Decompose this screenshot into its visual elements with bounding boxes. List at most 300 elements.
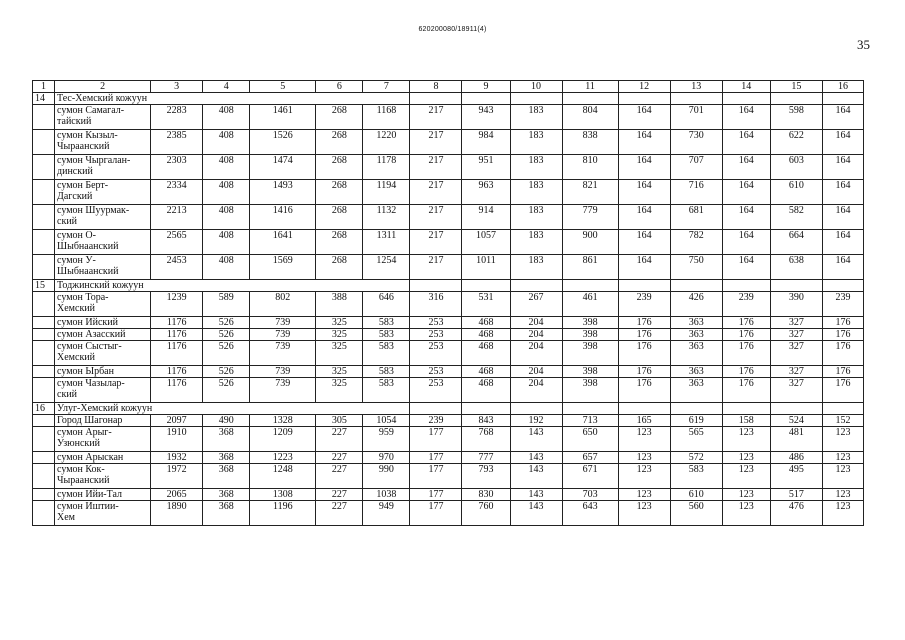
empty-cell bbox=[510, 93, 562, 105]
value-cell: 176 bbox=[618, 366, 670, 378]
value-cell: 217 bbox=[410, 205, 462, 230]
value-cell: 363 bbox=[670, 329, 722, 341]
value-cell: 1220 bbox=[363, 130, 410, 155]
value-cell: 793 bbox=[462, 464, 510, 489]
value-cell: 325 bbox=[316, 341, 363, 366]
value-cell: 526 bbox=[203, 341, 250, 366]
column-header: 8 bbox=[410, 81, 462, 93]
empty-cell bbox=[670, 280, 722, 292]
column-header: 2 bbox=[55, 81, 151, 93]
table-row bbox=[33, 255, 864, 280]
value-cell: 408 bbox=[203, 205, 250, 230]
value-cell: 2213 bbox=[151, 205, 203, 230]
municipality-name: сумон Сыстыг- Хемский bbox=[55, 341, 151, 366]
empty-cell bbox=[33, 378, 55, 403]
value-cell: 900 bbox=[562, 230, 618, 255]
empty-cell bbox=[462, 403, 510, 415]
value-cell: 176 bbox=[618, 317, 670, 329]
value-cell: 123 bbox=[822, 427, 863, 452]
value-cell: 1972 bbox=[151, 464, 203, 489]
value-cell: 1176 bbox=[151, 378, 203, 403]
value-cell: 176 bbox=[722, 329, 770, 341]
value-cell: 183 bbox=[510, 130, 562, 155]
value-cell: 123 bbox=[618, 452, 670, 464]
value-cell: 123 bbox=[822, 501, 863, 526]
value-cell: 267 bbox=[510, 292, 562, 317]
value-cell: 325 bbox=[316, 366, 363, 378]
value-cell: 739 bbox=[250, 329, 316, 341]
column-header: 6 bbox=[316, 81, 363, 93]
value-cell: 368 bbox=[203, 427, 250, 452]
empty-cell bbox=[410, 403, 462, 415]
value-cell: 239 bbox=[722, 292, 770, 317]
value-cell: 227 bbox=[316, 489, 363, 501]
header-row bbox=[33, 81, 864, 93]
value-cell: 398 bbox=[562, 378, 618, 403]
data-table bbox=[32, 80, 864, 526]
value-cell: 183 bbox=[510, 230, 562, 255]
value-cell: 914 bbox=[462, 205, 510, 230]
empty-cell bbox=[33, 180, 55, 205]
value-cell: 268 bbox=[316, 130, 363, 155]
value-cell: 164 bbox=[822, 130, 863, 155]
value-cell: 1311 bbox=[363, 230, 410, 255]
value-cell: 408 bbox=[203, 155, 250, 180]
table-row bbox=[33, 452, 864, 464]
document-id: 620200080/18911(4) bbox=[418, 26, 487, 33]
value-cell: 192 bbox=[510, 415, 562, 427]
section-title: Тес-Хемский кожуун bbox=[55, 93, 410, 105]
table-row bbox=[33, 180, 864, 205]
value-cell: 204 bbox=[510, 366, 562, 378]
value-cell: 368 bbox=[203, 464, 250, 489]
value-cell: 707 bbox=[670, 155, 722, 180]
value-cell: 239 bbox=[618, 292, 670, 317]
value-cell: 565 bbox=[670, 427, 722, 452]
value-cell: 1890 bbox=[151, 501, 203, 526]
value-cell: 176 bbox=[822, 378, 863, 403]
value-cell: 368 bbox=[203, 489, 250, 501]
value-cell: 325 bbox=[316, 329, 363, 341]
municipality-name: сумон Шуурмак- ский bbox=[55, 205, 151, 230]
value-cell: 2283 bbox=[151, 105, 203, 130]
value-cell: 253 bbox=[410, 366, 462, 378]
value-cell: 176 bbox=[822, 366, 863, 378]
column-header: 1 bbox=[33, 81, 55, 93]
value-cell: 183 bbox=[510, 180, 562, 205]
value-cell: 490 bbox=[203, 415, 250, 427]
value-cell: 164 bbox=[822, 230, 863, 255]
value-cell: 583 bbox=[363, 317, 410, 329]
table-row bbox=[33, 378, 864, 403]
value-cell: 468 bbox=[462, 378, 510, 403]
value-cell: 730 bbox=[670, 130, 722, 155]
empty-cell bbox=[33, 105, 55, 130]
table-row bbox=[33, 155, 864, 180]
value-cell: 123 bbox=[822, 452, 863, 464]
value-cell: 164 bbox=[822, 255, 863, 280]
value-cell: 363 bbox=[670, 378, 722, 403]
table-row bbox=[33, 317, 864, 329]
section-number: 16 bbox=[33, 403, 55, 415]
empty-cell bbox=[33, 155, 55, 180]
value-cell: 531 bbox=[462, 292, 510, 317]
value-cell: 970 bbox=[363, 452, 410, 464]
value-cell: 408 bbox=[203, 105, 250, 130]
value-cell: 164 bbox=[722, 130, 770, 155]
value-cell: 408 bbox=[203, 180, 250, 205]
empty-cell bbox=[33, 130, 55, 155]
value-cell: 239 bbox=[822, 292, 863, 317]
empty-cell bbox=[33, 415, 55, 427]
value-cell: 390 bbox=[770, 292, 822, 317]
empty-cell bbox=[562, 403, 618, 415]
value-cell: 1254 bbox=[363, 255, 410, 280]
section-row bbox=[33, 93, 864, 105]
value-cell: 123 bbox=[722, 501, 770, 526]
municipality-name: сумон Кок- Чыраанский bbox=[55, 464, 151, 489]
value-cell: 2303 bbox=[151, 155, 203, 180]
empty-cell bbox=[770, 93, 822, 105]
empty-cell bbox=[33, 501, 55, 526]
value-cell: 984 bbox=[462, 130, 510, 155]
empty-cell bbox=[33, 292, 55, 317]
value-cell: 701 bbox=[670, 105, 722, 130]
value-cell: 610 bbox=[770, 180, 822, 205]
municipality-name: сумон Чыргалан- динский bbox=[55, 155, 151, 180]
value-cell: 1569 bbox=[250, 255, 316, 280]
municipality-name: сумон Арыг- Узюнский bbox=[55, 427, 151, 452]
value-cell: 164 bbox=[822, 180, 863, 205]
value-cell: 183 bbox=[510, 155, 562, 180]
value-cell: 176 bbox=[618, 378, 670, 403]
value-cell: 143 bbox=[510, 452, 562, 464]
value-cell: 204 bbox=[510, 329, 562, 341]
column-header: 11 bbox=[562, 81, 618, 93]
column-header: 13 bbox=[670, 81, 722, 93]
value-cell: 176 bbox=[618, 329, 670, 341]
value-cell: 619 bbox=[670, 415, 722, 427]
value-cell: 183 bbox=[510, 255, 562, 280]
value-cell: 164 bbox=[618, 130, 670, 155]
value-cell: 1168 bbox=[363, 105, 410, 130]
value-cell: 123 bbox=[722, 464, 770, 489]
municipality-name: сумон Берт- Дагский bbox=[55, 180, 151, 205]
table-row bbox=[33, 415, 864, 427]
value-cell: 1011 bbox=[462, 255, 510, 280]
value-cell: 164 bbox=[618, 205, 670, 230]
value-cell: 713 bbox=[562, 415, 618, 427]
value-cell: 176 bbox=[822, 329, 863, 341]
value-cell: 176 bbox=[822, 341, 863, 366]
value-cell: 671 bbox=[562, 464, 618, 489]
column-header: 12 bbox=[618, 81, 670, 93]
value-cell: 177 bbox=[410, 427, 462, 452]
value-cell: 1178 bbox=[363, 155, 410, 180]
value-cell: 408 bbox=[203, 230, 250, 255]
value-cell: 204 bbox=[510, 378, 562, 403]
value-cell: 526 bbox=[203, 317, 250, 329]
value-cell: 123 bbox=[618, 464, 670, 489]
empty-cell bbox=[410, 280, 462, 292]
value-cell: 526 bbox=[203, 366, 250, 378]
value-cell: 164 bbox=[722, 155, 770, 180]
value-cell: 476 bbox=[770, 501, 822, 526]
empty-cell bbox=[33, 366, 55, 378]
value-cell: 1176 bbox=[151, 366, 203, 378]
value-cell: 176 bbox=[722, 341, 770, 366]
empty-cell bbox=[618, 93, 670, 105]
empty-cell bbox=[33, 205, 55, 230]
value-cell: 227 bbox=[316, 452, 363, 464]
empty-cell bbox=[33, 427, 55, 452]
table-row bbox=[33, 501, 864, 526]
table-row bbox=[33, 341, 864, 366]
value-cell: 398 bbox=[562, 366, 618, 378]
value-cell: 646 bbox=[363, 292, 410, 317]
value-cell: 495 bbox=[770, 464, 822, 489]
value-cell: 164 bbox=[822, 155, 863, 180]
value-cell: 327 bbox=[770, 366, 822, 378]
value-cell: 1461 bbox=[250, 105, 316, 130]
municipality-name: Город Шагонар bbox=[55, 415, 151, 427]
value-cell: 643 bbox=[562, 501, 618, 526]
section-row bbox=[33, 403, 864, 415]
value-cell: 227 bbox=[316, 501, 363, 526]
value-cell: 123 bbox=[822, 489, 863, 501]
empty-cell bbox=[670, 403, 722, 415]
value-cell: 164 bbox=[722, 230, 770, 255]
value-cell: 1132 bbox=[363, 205, 410, 230]
value-cell: 1641 bbox=[250, 230, 316, 255]
value-cell: 583 bbox=[363, 329, 410, 341]
value-cell: 183 bbox=[510, 105, 562, 130]
value-cell: 164 bbox=[722, 105, 770, 130]
value-cell: 164 bbox=[618, 155, 670, 180]
value-cell: 583 bbox=[363, 366, 410, 378]
value-cell: 843 bbox=[462, 415, 510, 427]
municipality-name: сумон Кызыл- Чыраанский bbox=[55, 130, 151, 155]
municipality-name: сумон Азасский bbox=[55, 329, 151, 341]
value-cell: 959 bbox=[363, 427, 410, 452]
value-cell: 177 bbox=[410, 452, 462, 464]
empty-cell bbox=[33, 317, 55, 329]
value-cell: 782 bbox=[670, 230, 722, 255]
value-cell: 164 bbox=[722, 255, 770, 280]
value-cell: 1308 bbox=[250, 489, 316, 501]
value-cell: 152 bbox=[822, 415, 863, 427]
value-cell: 1223 bbox=[250, 452, 316, 464]
value-cell: 176 bbox=[722, 378, 770, 403]
value-cell: 990 bbox=[363, 464, 410, 489]
value-cell: 572 bbox=[670, 452, 722, 464]
value-cell: 583 bbox=[363, 378, 410, 403]
municipality-name: сумон Арыскан bbox=[55, 452, 151, 464]
municipality-name: сумон Ийи-Тал bbox=[55, 489, 151, 501]
value-cell: 177 bbox=[410, 489, 462, 501]
empty-cell bbox=[822, 280, 863, 292]
value-cell: 461 bbox=[562, 292, 618, 317]
value-cell: 204 bbox=[510, 317, 562, 329]
value-cell: 1196 bbox=[250, 501, 316, 526]
value-cell: 777 bbox=[462, 452, 510, 464]
empty-cell bbox=[562, 93, 618, 105]
empty-cell bbox=[618, 403, 670, 415]
value-cell: 268 bbox=[316, 180, 363, 205]
value-cell: 2097 bbox=[151, 415, 203, 427]
table-row bbox=[33, 329, 864, 341]
value-cell: 810 bbox=[562, 155, 618, 180]
empty-cell bbox=[33, 255, 55, 280]
table-row bbox=[33, 230, 864, 255]
municipality-name: сумон Тора- Хемский bbox=[55, 292, 151, 317]
value-cell: 227 bbox=[316, 427, 363, 452]
empty-cell bbox=[722, 403, 770, 415]
municipality-name: сумон Ийский bbox=[55, 317, 151, 329]
value-cell: 1038 bbox=[363, 489, 410, 501]
value-cell: 176 bbox=[618, 341, 670, 366]
value-cell: 177 bbox=[410, 464, 462, 489]
column-header: 9 bbox=[462, 81, 510, 93]
value-cell: 1932 bbox=[151, 452, 203, 464]
value-cell: 1176 bbox=[151, 341, 203, 366]
empty-cell bbox=[462, 280, 510, 292]
value-cell: 268 bbox=[316, 155, 363, 180]
value-cell: 327 bbox=[770, 329, 822, 341]
value-cell: 1057 bbox=[462, 230, 510, 255]
value-cell: 368 bbox=[203, 452, 250, 464]
value-cell: 583 bbox=[670, 464, 722, 489]
value-cell: 838 bbox=[562, 130, 618, 155]
empty-cell bbox=[510, 403, 562, 415]
municipality-name: сумон У- Шыбнаанский bbox=[55, 255, 151, 280]
value-cell: 426 bbox=[670, 292, 722, 317]
value-cell: 143 bbox=[510, 427, 562, 452]
value-cell: 943 bbox=[462, 105, 510, 130]
empty-cell bbox=[33, 329, 55, 341]
column-header: 5 bbox=[250, 81, 316, 93]
value-cell: 739 bbox=[250, 366, 316, 378]
value-cell: 768 bbox=[462, 427, 510, 452]
column-header: 3 bbox=[151, 81, 203, 93]
value-cell: 2385 bbox=[151, 130, 203, 155]
section-title: Тоджинский кожуун bbox=[55, 280, 410, 292]
value-cell: 176 bbox=[722, 317, 770, 329]
value-cell: 164 bbox=[618, 180, 670, 205]
empty-cell bbox=[562, 280, 618, 292]
value-cell: 217 bbox=[410, 180, 462, 205]
value-cell: 408 bbox=[203, 255, 250, 280]
value-cell: 253 bbox=[410, 317, 462, 329]
value-cell: 681 bbox=[670, 205, 722, 230]
page-number: 35 bbox=[857, 37, 870, 52]
value-cell: 176 bbox=[722, 366, 770, 378]
section-title: Улуг-Хемский кожуун bbox=[55, 403, 410, 415]
value-cell: 143 bbox=[510, 464, 562, 489]
value-cell: 363 bbox=[670, 366, 722, 378]
empty-cell bbox=[33, 341, 55, 366]
value-cell: 177 bbox=[410, 501, 462, 526]
empty-cell bbox=[33, 230, 55, 255]
empty-cell bbox=[33, 452, 55, 464]
column-header: 16 bbox=[822, 81, 863, 93]
value-cell: 2065 bbox=[151, 489, 203, 501]
empty-cell bbox=[670, 93, 722, 105]
value-cell: 560 bbox=[670, 501, 722, 526]
empty-cell bbox=[722, 280, 770, 292]
value-cell: 638 bbox=[770, 255, 822, 280]
value-cell: 217 bbox=[410, 155, 462, 180]
value-cell: 750 bbox=[670, 255, 722, 280]
value-cell: 363 bbox=[670, 317, 722, 329]
value-cell: 123 bbox=[722, 489, 770, 501]
value-cell: 610 bbox=[670, 489, 722, 501]
value-cell: 1526 bbox=[250, 130, 316, 155]
value-cell: 1474 bbox=[250, 155, 316, 180]
value-cell: 1328 bbox=[250, 415, 316, 427]
value-cell: 830 bbox=[462, 489, 510, 501]
value-cell: 217 bbox=[410, 255, 462, 280]
value-cell: 589 bbox=[203, 292, 250, 317]
value-cell: 325 bbox=[316, 378, 363, 403]
empty-cell bbox=[462, 93, 510, 105]
value-cell: 804 bbox=[562, 105, 618, 130]
value-cell: 253 bbox=[410, 341, 462, 366]
municipality-name: сумон Самагал- тайский bbox=[55, 105, 151, 130]
section-row bbox=[33, 280, 864, 292]
value-cell: 408 bbox=[203, 130, 250, 155]
table-row bbox=[33, 464, 864, 489]
column-header: 14 bbox=[722, 81, 770, 93]
section-number: 15 bbox=[33, 280, 55, 292]
value-cell: 204 bbox=[510, 341, 562, 366]
value-cell: 583 bbox=[363, 341, 410, 366]
value-cell: 268 bbox=[316, 205, 363, 230]
value-cell: 664 bbox=[770, 230, 822, 255]
value-cell: 2453 bbox=[151, 255, 203, 280]
value-cell: 468 bbox=[462, 317, 510, 329]
value-cell: 164 bbox=[618, 230, 670, 255]
column-header: 4 bbox=[203, 81, 250, 93]
value-cell: 268 bbox=[316, 105, 363, 130]
empty-cell bbox=[822, 403, 863, 415]
value-cell: 183 bbox=[510, 205, 562, 230]
value-cell: 1416 bbox=[250, 205, 316, 230]
column-header: 10 bbox=[510, 81, 562, 93]
table-row bbox=[33, 205, 864, 230]
value-cell: 143 bbox=[510, 501, 562, 526]
value-cell: 1054 bbox=[363, 415, 410, 427]
empty-cell bbox=[410, 93, 462, 105]
value-cell: 398 bbox=[562, 341, 618, 366]
value-cell: 368 bbox=[203, 501, 250, 526]
value-cell: 1493 bbox=[250, 180, 316, 205]
column-header: 7 bbox=[363, 81, 410, 93]
value-cell: 760 bbox=[462, 501, 510, 526]
value-cell: 164 bbox=[618, 105, 670, 130]
value-cell: 253 bbox=[410, 378, 462, 403]
value-cell: 526 bbox=[203, 329, 250, 341]
value-cell: 1176 bbox=[151, 329, 203, 341]
value-cell: 517 bbox=[770, 489, 822, 501]
value-cell: 716 bbox=[670, 180, 722, 205]
value-cell: 703 bbox=[562, 489, 618, 501]
municipality-name: сумон Ырбан bbox=[55, 366, 151, 378]
value-cell: 143 bbox=[510, 489, 562, 501]
empty-cell bbox=[33, 489, 55, 501]
value-cell: 325 bbox=[316, 317, 363, 329]
municipality-name: сумон Иштии- Хем bbox=[55, 501, 151, 526]
